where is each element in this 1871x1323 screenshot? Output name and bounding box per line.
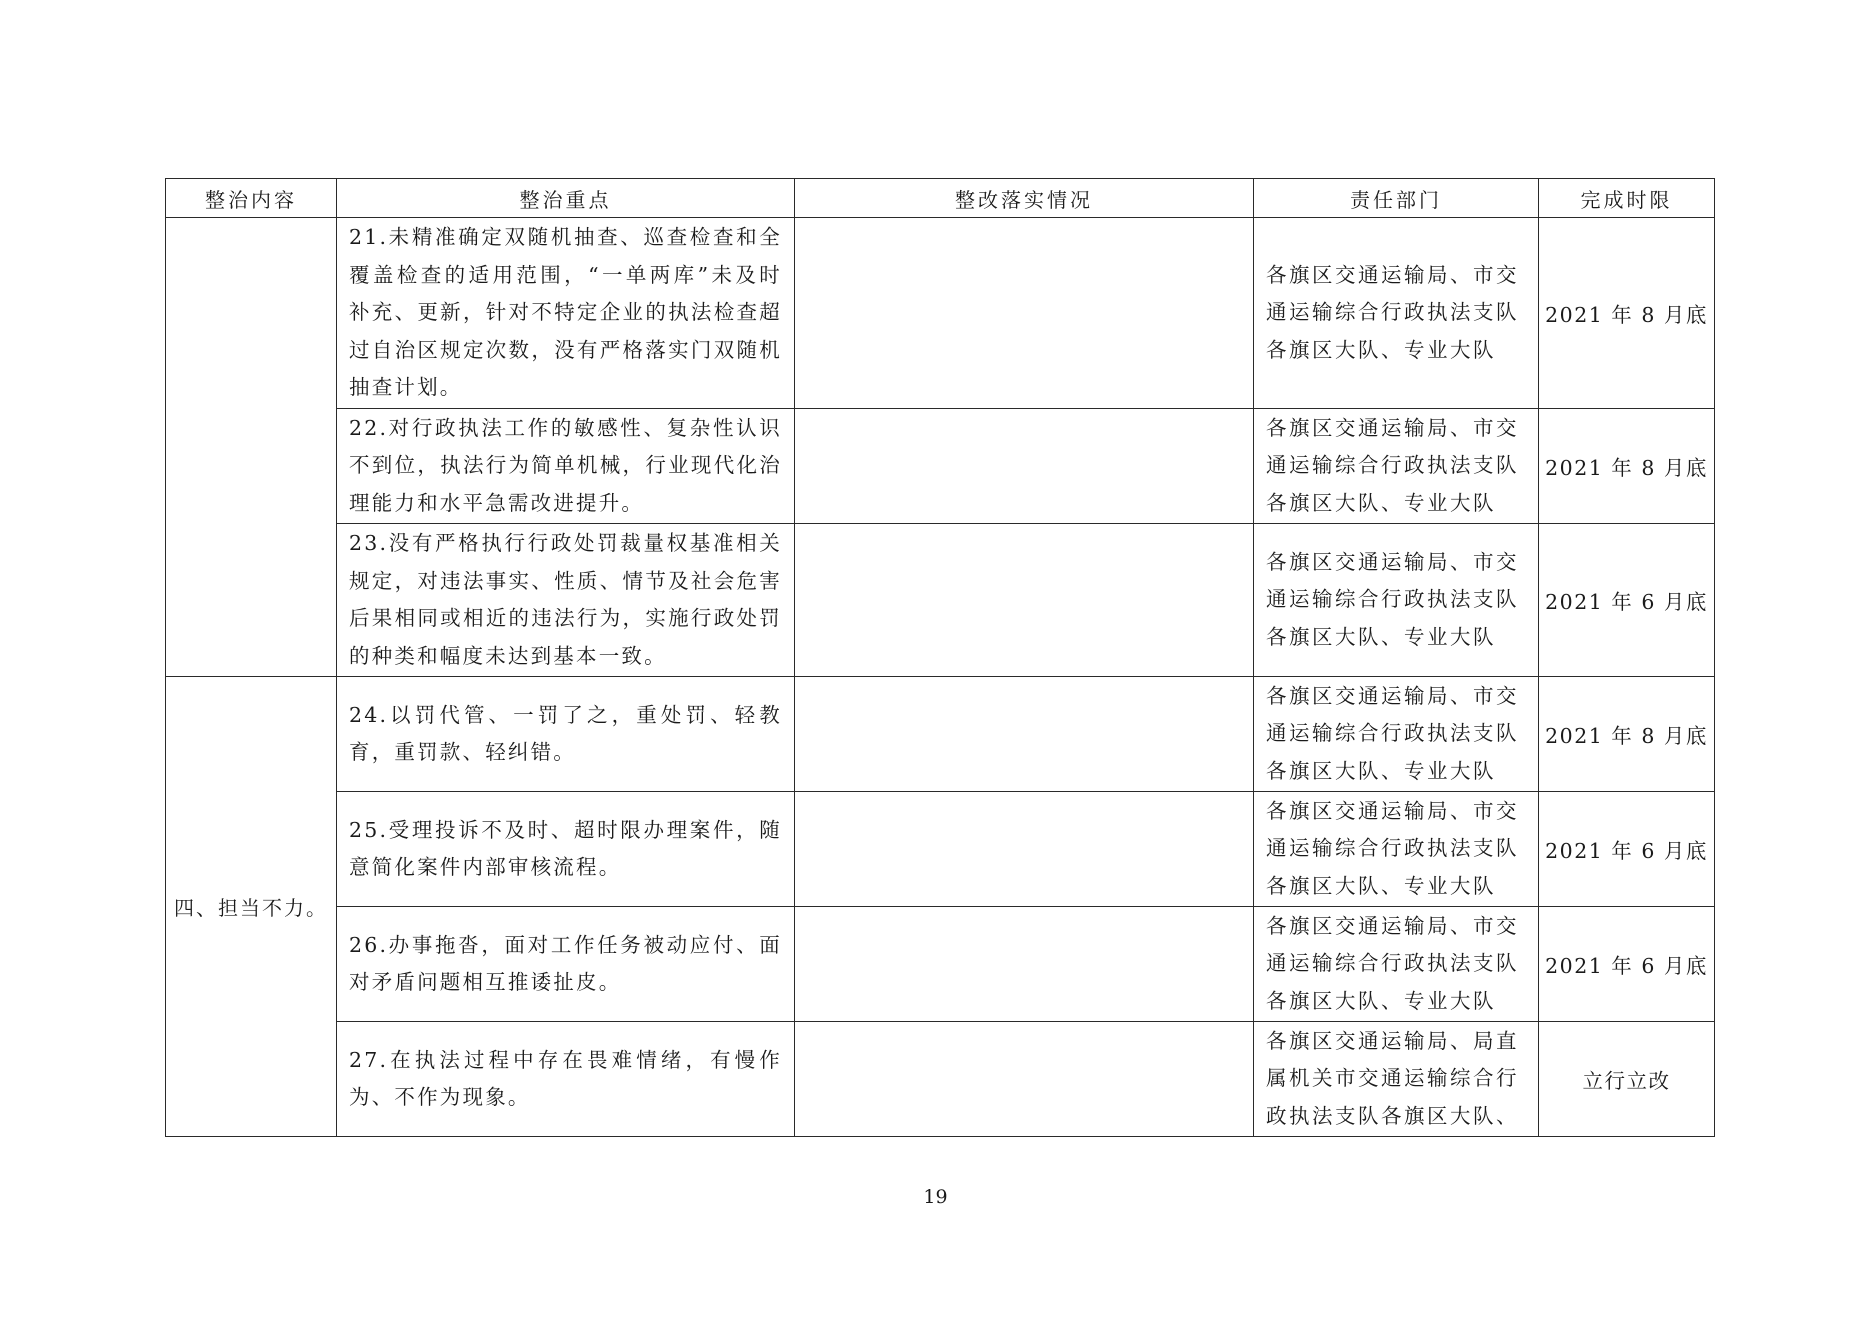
header-focus: 整治重点 — [337, 179, 795, 218]
table-row — [166, 409, 1715, 524]
status-cell — [795, 409, 1254, 524]
department-cell: 各旗区交通运输局、市交通运输综合行政执法支队各旗区大队、专业大队 — [1254, 907, 1539, 1022]
status-cell — [795, 1022, 1254, 1137]
table-row — [166, 218, 1715, 409]
focus-cell: 25.受理投诉不及时、超时限办理案件，随意简化案件内部审核流程。 — [337, 792, 795, 907]
focus-cell: 27.在执法过程中存在畏难情绪，有慢作为、不作为现象。 — [337, 1022, 795, 1137]
status-cell — [795, 218, 1254, 409]
deadline-cell: 2021 年 8 月底 — [1539, 677, 1715, 792]
category-cell-empty — [166, 218, 337, 677]
rectification-table — [165, 178, 1715, 1137]
deadline-cell: 2021 年 8 月底 — [1539, 409, 1715, 524]
header-category: 整治内容 — [166, 179, 337, 218]
status-cell — [795, 907, 1254, 1022]
table-row — [166, 524, 1715, 677]
table-header-row — [166, 179, 1715, 218]
focus-cell: 24.以罚代管、一罚了之，重处罚、轻教育，重罚款、轻纠错。 — [337, 677, 795, 792]
department-cell: 各旗区交通运输局、市交通运输综合行政执法支队各旗区大队、专业大队 — [1254, 524, 1539, 677]
department-cell: 各旗区交通运输局、局直属机关市交通运输综合行政执法支队各旗区大队、 — [1254, 1022, 1539, 1137]
table-row — [166, 677, 1715, 792]
department-cell: 各旗区交通运输局、市交通运输综合行政执法支队各旗区大队、专业大队 — [1254, 409, 1539, 524]
status-cell — [795, 524, 1254, 677]
table-row — [166, 1022, 1715, 1137]
focus-cell: 26.办事拖沓，面对工作任务被动应付、面对矛盾问题相互推诿扯皮。 — [337, 907, 795, 1022]
status-cell — [795, 677, 1254, 792]
deadline-cell: 2021 年 6 月底 — [1539, 792, 1715, 907]
header-deadline: 完成时限 — [1539, 179, 1715, 218]
focus-cell: 21.未精准确定双随机抽查、巡查检查和全覆盖检查的适用范围，“一单两库”未及时补充、更新，针对不特定企业的执法检查超过自治区规定次数，没有严格落实门双随机抽查计划。 — [337, 218, 795, 409]
deadline-cell: 2021 年 6 月底 — [1539, 907, 1715, 1022]
deadline-cell: 立行立改 — [1539, 1022, 1715, 1137]
focus-cell: 22.对行政执法工作的敏感性、复杂性认识不到位，执法行为简单机械，行业现代化治理能力和水平急需改进提升。 — [337, 409, 795, 524]
department-cell: 各旗区交通运输局、市交通运输综合行政执法支队各旗区大队、专业大队 — [1254, 677, 1539, 792]
page-number: 19 — [923, 1186, 948, 1208]
table-row — [166, 907, 1715, 1022]
header-department: 责任部门 — [1254, 179, 1539, 218]
status-cell — [795, 792, 1254, 907]
department-cell: 各旗区交通运输局、市交通运输综合行政执法支队各旗区大队、专业大队 — [1254, 218, 1539, 409]
focus-cell: 23.没有严格执行行政处罚裁量权基准相关规定，对违法事实、性质、情节及社会危害后果相同或相近的违法行为，实施行政处罚的种类和幅度未达到基本一致。 — [337, 524, 795, 677]
deadline-cell: 2021 年 6 月底 — [1539, 524, 1715, 677]
category-cell: 四、担当不力。 — [166, 677, 337, 1137]
department-cell: 各旗区交通运输局、市交通运输综合行政执法支队各旗区大队、专业大队 — [1254, 792, 1539, 907]
table-row — [166, 792, 1715, 907]
deadline-cell: 2021 年 8 月底 — [1539, 218, 1715, 409]
header-status: 整改落实情况 — [795, 179, 1254, 218]
